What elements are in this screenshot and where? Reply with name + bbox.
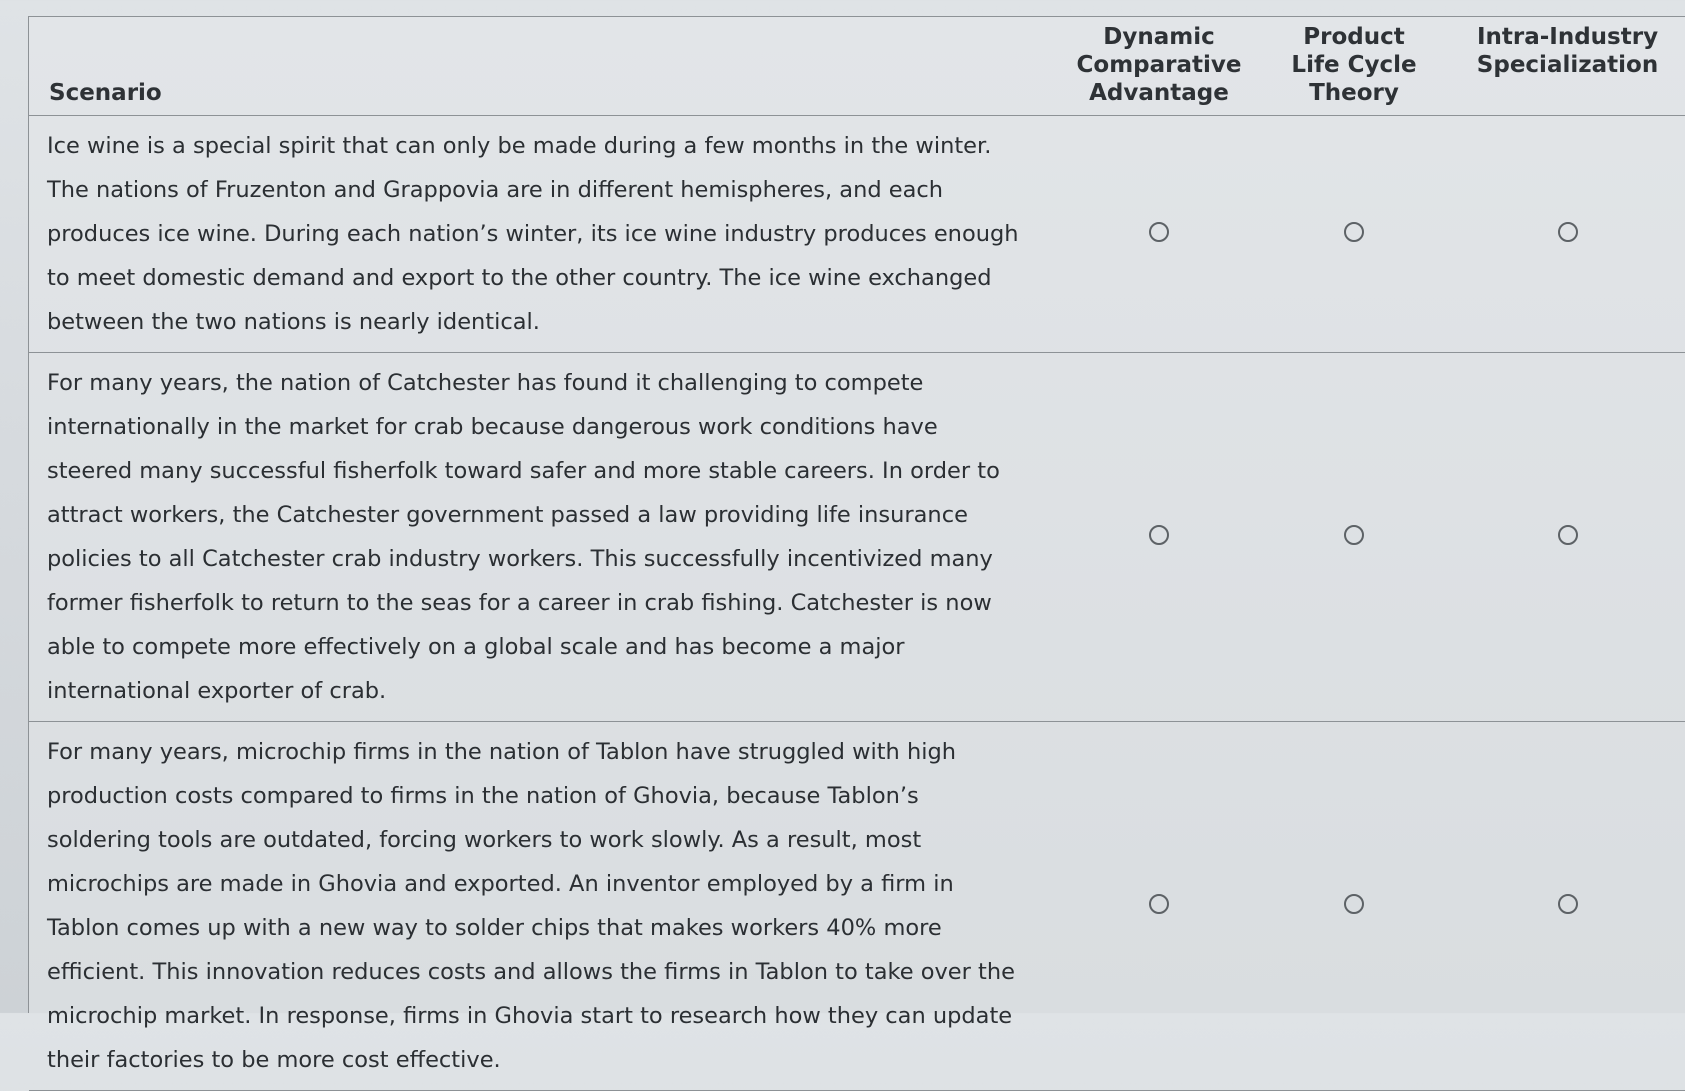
header-line: Product: [1303, 24, 1405, 50]
radio-microchip-dynamic-comparative-advantage[interactable]: [1149, 894, 1169, 914]
radio-cell: [1449, 722, 1685, 1091]
header-line: Comparative: [1076, 52, 1242, 78]
radio-cell: [1449, 116, 1685, 353]
header-line: Specialization: [1476, 52, 1659, 78]
radio-cell: [1259, 353, 1449, 722]
scenario-header: Scenario: [49, 80, 162, 106]
table-row: [29, 353, 1685, 722]
header-line: Dynamic: [1103, 24, 1215, 50]
radio-cell: [1449, 353, 1685, 722]
scenario-crab-text: For many years, the nation of Catchester has found it challenging to compete internationally in the market for crab because dangerous work conditions have steered many successful fisherfolk toward safer and more stable careers. In order to attract workers, the Catchester government passed a law providing life insurance policies to all Catchester crab industry workers. This successfully incentivized many former fisherfolk to return to the seas for a career in crab fishing. Catchester is now able to compete more effectively on a global scale and has become a major international exporter of crab.: [47, 370, 1000, 704]
radio-cell: [1059, 116, 1259, 353]
radio-ice-wine-product-life-cycle[interactable]: [1344, 222, 1364, 242]
scenario-microchip-text: For many years, microchip firms in the nation of Tablon have struggled with high production costs compared to firms in the nation of Ghovia, because Tablon’s soldering tools are outdated, forcing workers to work slowly. As a result, most microchips are made in Ghovia and exported. An inventor employed by a firm in Tablon comes up with a new way to solder chips that makes workers 40% more efficient. This innovation reduces costs and allows the firms in Tablon to take over the microchip market. In response, firms in Ghovia start to research how they can update their factories to be more cost effective.: [47, 739, 1015, 1073]
table-row: [29, 722, 1685, 1091]
header-line: Intra-Industry: [1476, 24, 1659, 50]
header-dynamic-comparative-advantage: [1059, 17, 1259, 116]
header-line: Advantage: [1089, 80, 1229, 106]
scenario-matrix-table: [28, 16, 1685, 1073]
radio-microchip-product-life-cycle[interactable]: [1344, 894, 1364, 914]
header-line: Life Cycle: [1291, 52, 1417, 78]
table-row: [29, 116, 1685, 353]
radio-crab-intra-industry[interactable]: [1558, 525, 1578, 545]
header-row: [29, 17, 1685, 116]
radio-crab-product-life-cycle[interactable]: [1344, 525, 1364, 545]
header-intra-industry-specialization: [1449, 17, 1685, 116]
radio-crab-dynamic-comparative-advantage[interactable]: [1149, 525, 1169, 545]
radio-ice-wine-intra-industry[interactable]: [1558, 222, 1578, 242]
radio-cell: [1059, 722, 1259, 1091]
radio-microchip-intra-industry[interactable]: [1558, 894, 1578, 914]
radio-cell: [1259, 722, 1449, 1091]
radio-cell: [1259, 116, 1449, 353]
radio-ice-wine-dynamic-comparative-advantage[interactable]: [1149, 222, 1169, 242]
header-line: Theory: [1309, 80, 1399, 106]
radio-cell: [1059, 353, 1259, 722]
header-product-life-cycle-theory: [1259, 17, 1449, 116]
scenario-ice-wine-text: Ice wine is a special spirit that can only be made during a few months in the winter. The nations of Fruzenton and Grappovia are in different hemispheres, and each produces ice wine. During each nation’s winter, its ice wine industry produces enough to meet domestic demand and export to the other country. The ice wine exchanged between the two nations is nearly identical.: [47, 133, 1019, 335]
